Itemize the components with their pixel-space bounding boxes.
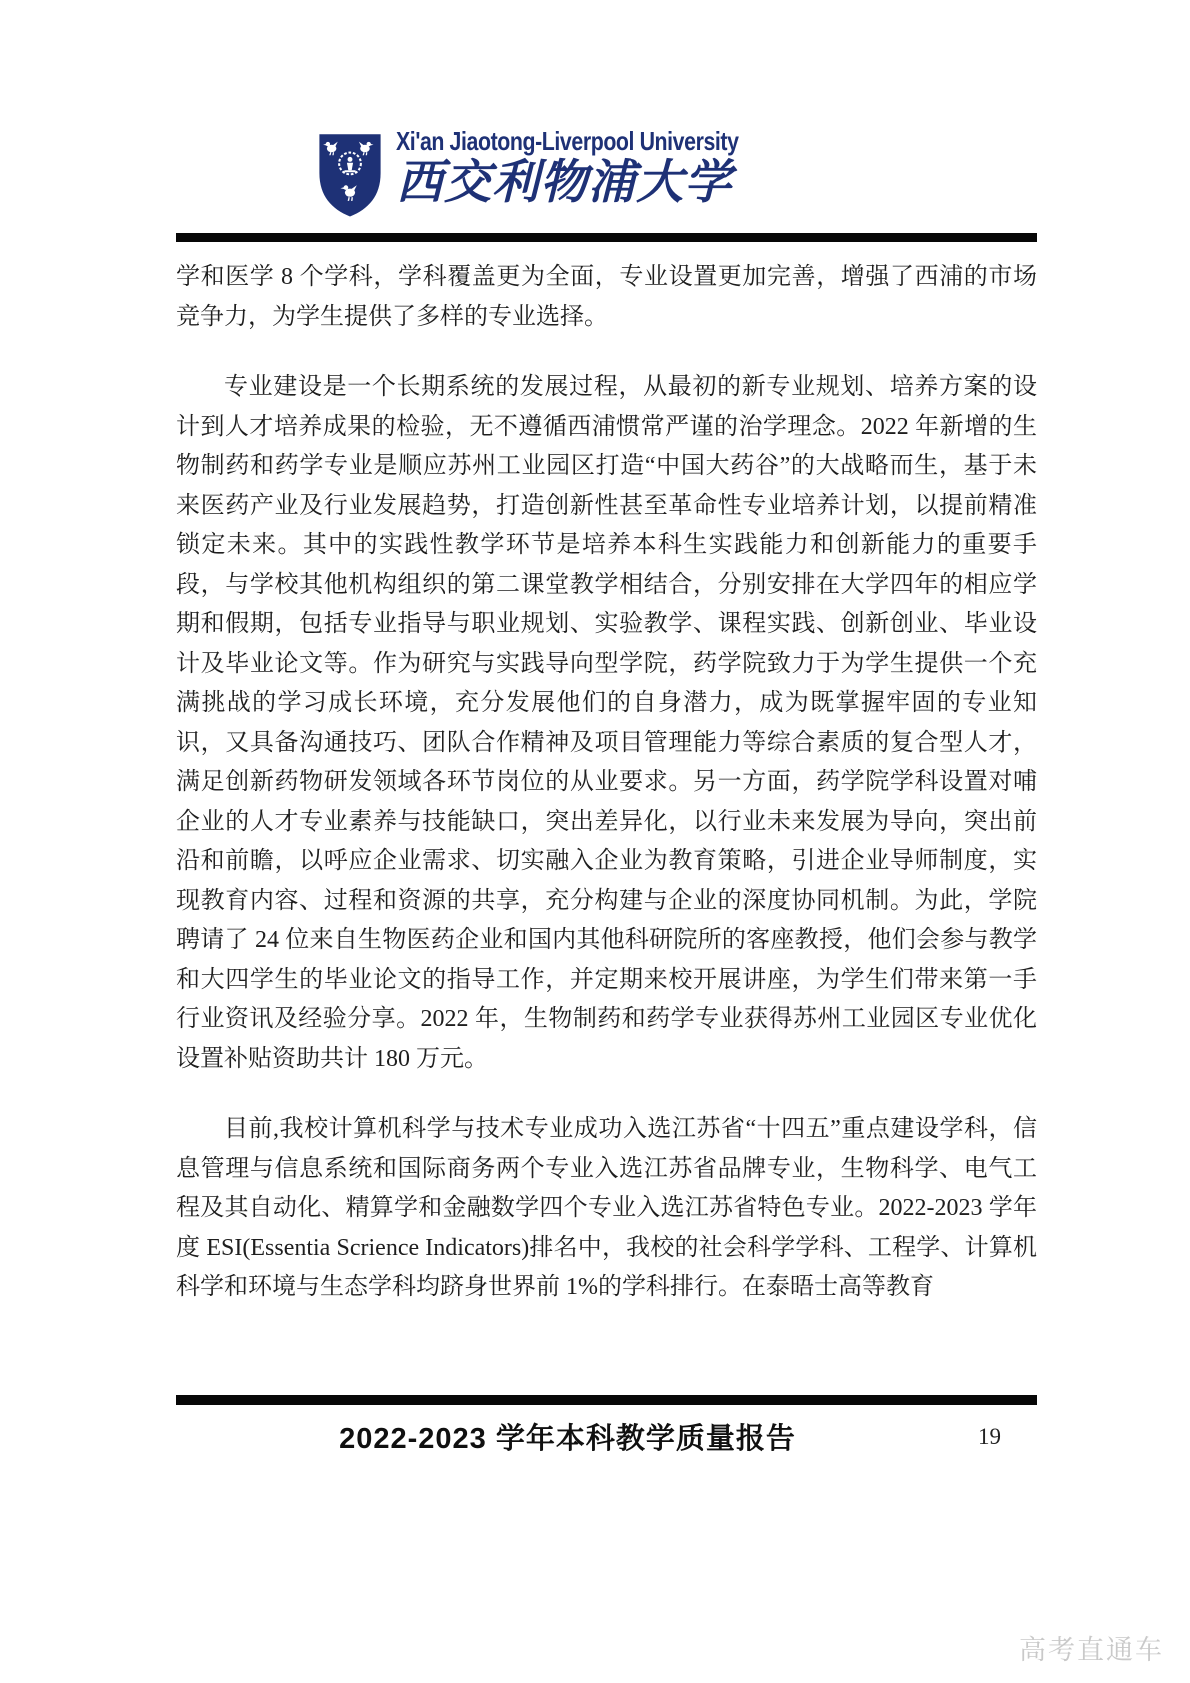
paragraph: 学和医学 8 个学科，学科覆盖更为全面，专业设置更加完善，增强了西浦的市场竞争力，为学生提供了多样的专业选择。: [176, 264, 1037, 330]
footer-rule: [176, 1395, 1037, 1405]
university-logo-text: [396, 128, 814, 210]
university-name-zh: 西交利物浦大学: [396, 155, 733, 210]
watermark-text: 高考直通车: [1019, 1635, 1164, 1666]
university-name-en: Xi'an Jiaotong-Liverpool University: [396, 126, 739, 156]
body-text: [176, 258, 1037, 1339]
footer-report-title: 2022-2023 学年本科教学质量报告: [339, 1423, 796, 1455]
university-logo: [0, 128, 1160, 222]
paragraph: 专业建设是一个长期系统的发展过程，从最初的新专业规划、培养方案的设计到人才培养成果的检验，无不遵循西浦惯常严谨的治学理念。2022 年新增的生物制药和药学专业是顺应苏州工业园区打造“中国大药谷”的大战略而生，基于未来医药产业及行业发展趋势，打造创新性甚至革命性专业培养计划，以提前精准锁定未来。其中的实践性教学环节是培养本科生实践能力和创新能力的重要手段，与学校其他机构组织的第二课堂教学相结合，分别安排在大学四年的相应学期和假期，包括专业指导与职业规划、实验教学、课程实践、创新创业、毕业设计及毕业论文等。作为研究与实践导向型学院，药学院致力于为学生提供一个充满挑战的学习成长环境，充分发展他们的自身潜力，成为既掌握牢固的专业知识，又具备沟通技巧、团队合作精神及项目管理能力等综合素质的复合型人才，满足创新药物研发领域各环节岗位的从业要求。另一方面，药学院学科设置对哺企业的人才专业素养与技能缺口，突出差异化，以行业未来发展为导向，突出前沿和前瞻，以呼应企业需求、切实融入企业为教育策略，引进企业导师制度，实现教育内容、过程和资源的共享，充分构建与企业的深度协同机制。为此，学院聘请了 24 位来自生物医药企业和国内其他科研院所的客座教授，他们会参与教学和大四学生的毕业论文的指导工作，并定期来校开展讲座，为学生们带来第一手行业资讯及经验分享。2022 年，生物制药和药学专业获得苏州工业园区专业优化设置补贴资助共计 180 万元。: [176, 374, 1037, 1072]
university-shield-icon: [316, 128, 384, 222]
header-rule: [176, 233, 1037, 242]
page-number: 19: [978, 1424, 1001, 1449]
paragraph: 目前,我校计算机科学与技术专业成功入选江苏省“十四五”重点建设学科，信息管理与信息系统和国际商务两个专业入选江苏省品牌专业，生物科学、电气工程及其自动化、精算学和金融数学四个专业入选江苏省特色专业。2022-2023 学年度 ESI(Essentia Scrience Indicators)排名中，我校的社会科学学科、工程学、计算机科学和环境与生态学科均跻身世界前 1%的学科排行。在泰晤士高等教育: [176, 1116, 1037, 1300]
